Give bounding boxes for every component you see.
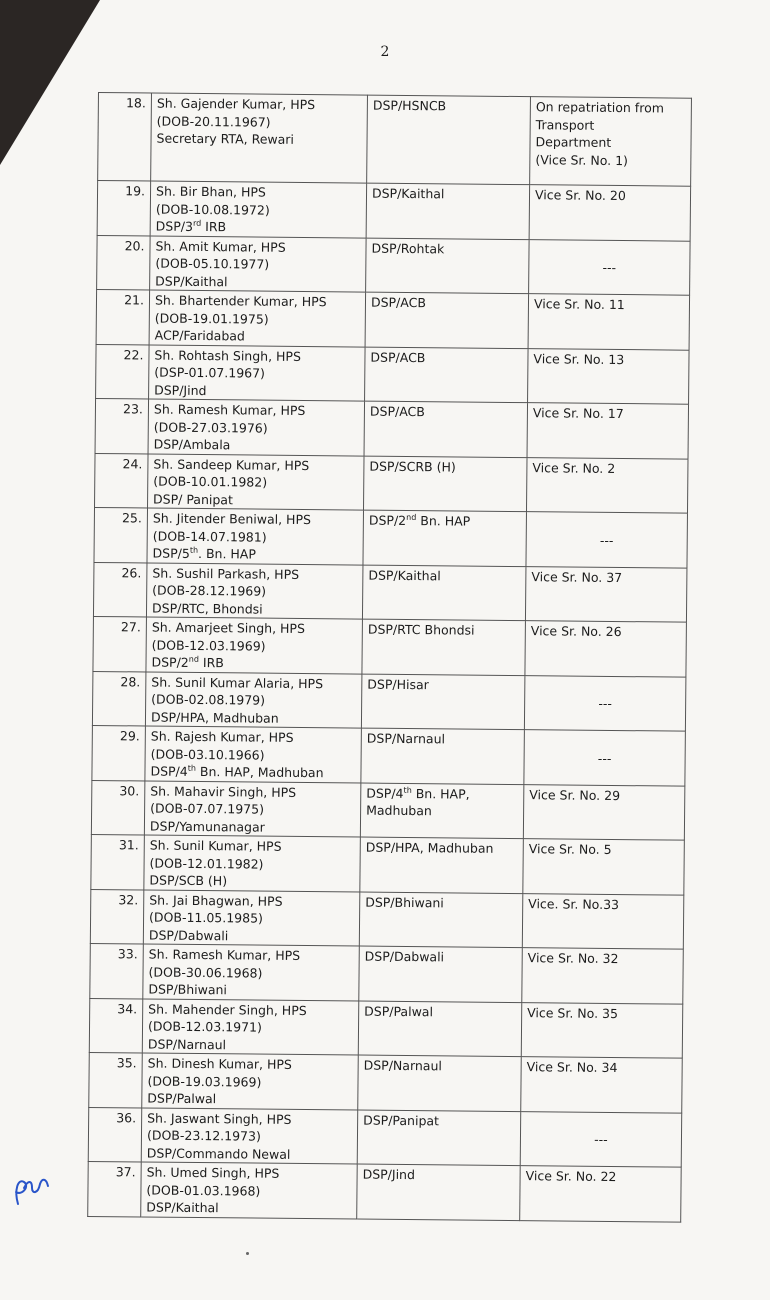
- cell-line: DSP/Narnaul: [366, 730, 446, 747]
- ordinal-suffix: nd: [188, 654, 200, 664]
- cell-line: DSP/HPA, Madhuban: [365, 839, 494, 856]
- cell-line: Sh. Umed Singh, HPS: [146, 1164, 280, 1181]
- cell-line: Vice Sr. No. 11: [533, 296, 625, 313]
- remarks: [521, 1002, 683, 1058]
- remarks: [522, 948, 684, 1004]
- cell-line: (DOB-11.05.1985): [149, 909, 264, 926]
- new-posting: [358, 1001, 522, 1057]
- officer-details: [149, 290, 366, 347]
- cell-line: (DOB-07.07.1975): [150, 800, 265, 817]
- cell-line: Secretary RTA, Rewari: [156, 130, 295, 147]
- table-row: [97, 235, 690, 295]
- remarks: [520, 1111, 682, 1167]
- page-number: 2: [380, 44, 390, 60]
- serial-number: 19.: [97, 181, 151, 236]
- cell-line: (DOB-19.01.1975): [154, 310, 269, 327]
- serial-number: 22.: [96, 344, 150, 399]
- remarks: [529, 239, 691, 295]
- cell-line: Sh. Rohtash Singh, HPS: [154, 347, 302, 364]
- new-posting: [357, 1164, 521, 1220]
- table-row: [88, 1161, 681, 1221]
- new-posting: [359, 892, 523, 948]
- new-posting: [362, 619, 526, 675]
- new-posting: [366, 238, 530, 294]
- officer-details: [141, 1162, 358, 1219]
- officer-details: [143, 944, 360, 1001]
- new-posting: [361, 728, 525, 784]
- cell-line: DSP/Dabwali: [148, 927, 229, 943]
- cell-line: On repatriation from: [535, 99, 665, 116]
- cell-line: DSP/Narnaul: [363, 1057, 442, 1074]
- officer-details: [148, 453, 365, 510]
- cell-line: ---: [598, 695, 612, 711]
- officer-details: [149, 345, 366, 402]
- cell-line: Vice Sr. No. 34: [526, 1059, 618, 1076]
- remarks: [529, 185, 691, 241]
- cell-line: (DOB-30.06.1968): [148, 964, 263, 981]
- cell-line: DSP/Palwal: [364, 1003, 434, 1019]
- cell-line: DSP/4th Bn. HAP,: [366, 785, 470, 802]
- cell-line: Vice Sr. No. 22: [525, 1168, 617, 1185]
- cell-line: Sh. Bir Bhan, HPS: [155, 183, 266, 200]
- table-row: [95, 453, 688, 513]
- handwritten-initial: [4, 1168, 54, 1208]
- serial-number: 34.: [89, 998, 143, 1053]
- serial-number: 26.: [93, 562, 147, 617]
- cell-line: Vice Sr. No. 2: [532, 459, 616, 476]
- ordinal-suffix: th: [403, 785, 412, 795]
- table-row: [90, 889, 683, 949]
- cell-line: Sh. Jaswant Singh, HPS: [147, 1110, 292, 1127]
- cell-line: DSP/3rd IRB: [155, 218, 227, 235]
- cell-line: ---: [597, 750, 612, 766]
- cell-line: Sh. Jitender Beniwal, HPS: [152, 510, 312, 528]
- cell-line: (DOB-23.12.1973): [146, 1127, 261, 1144]
- cell-line: (DOB-20.11.1967): [156, 113, 271, 130]
- cell-line: DSP/HSNCB: [372, 97, 447, 114]
- cell-line: DSP/Kaithal: [371, 185, 445, 202]
- officer-details: [144, 835, 361, 892]
- cell-line: Sh. Mahender Singh, HPS: [148, 1001, 307, 1018]
- officer-details: [143, 889, 360, 946]
- cell-line: Vice Sr. No. 5: [528, 841, 612, 857]
- cell-line: DSP/Hisar: [367, 676, 429, 692]
- table-row: [95, 398, 688, 458]
- new-posting: [366, 183, 530, 239]
- table-row: [93, 616, 686, 676]
- cell-line: DSP/Commando Newal: [146, 1145, 291, 1162]
- cell-line: (DOB-19.03.1969): [147, 1073, 262, 1090]
- remarks: [526, 512, 688, 568]
- new-posting: [365, 292, 529, 348]
- cell-line: Vice Sr. No. 35: [527, 1004, 619, 1021]
- cell-line: Sh. Rajesh Kumar, HPS: [150, 728, 294, 745]
- cell-line: DSP/Kaithal: [155, 273, 228, 289]
- cell-line: Transport: [535, 116, 595, 133]
- cell-line: (DOB-02.08.1979): [151, 691, 266, 708]
- serial-number: 21.: [96, 289, 150, 344]
- cell-line: DSP/Dabwali: [364, 948, 445, 965]
- table-row: [96, 344, 689, 404]
- new-posting: [361, 674, 525, 730]
- serial-number: 23.: [95, 398, 149, 453]
- serial-number: 29.: [92, 725, 146, 780]
- serial-number: 31.: [91, 834, 145, 889]
- new-posting: [360, 837, 524, 893]
- new-posting: [360, 783, 524, 839]
- remarks: [526, 457, 688, 513]
- remarks: [520, 1166, 682, 1222]
- serial-number: 33.: [90, 943, 144, 998]
- cell-line: DSP/Kaithal: [368, 567, 441, 583]
- remarks: [527, 403, 689, 459]
- cell-line: ACP/Faridabad: [154, 327, 245, 344]
- cell-line: (DOB-01.03.1968): [146, 1182, 261, 1199]
- remarks: [523, 839, 685, 895]
- cell-line: DSP/Palwal: [147, 1090, 217, 1107]
- cell-line: (DOB-12.03.1969): [151, 637, 266, 654]
- serial-number: 25.: [94, 507, 148, 562]
- serial-number: 20.: [97, 235, 151, 290]
- officer-details: [142, 1053, 359, 1110]
- cell-line: Sh. Sandeep Kumar, HPS: [153, 456, 310, 473]
- cell-line: Sh. Mahavir Singh, HPS: [150, 783, 297, 800]
- officer-details: [145, 671, 362, 728]
- cell-line: Sh. Amarjeet Singh, HPS: [151, 619, 306, 637]
- cell-line: (DOB-14.07.1981): [152, 528, 267, 545]
- cell-line: (DOB-05.10.1977): [155, 255, 270, 272]
- new-posting: [363, 510, 527, 566]
- cell-line: (DOB-03.10.1966): [150, 746, 265, 763]
- cell-line: DSP/2nd IRB: [151, 654, 224, 671]
- officer-details: [141, 1107, 358, 1164]
- cell-line: Vice Sr. No. 29: [529, 786, 621, 803]
- posting-table: [87, 92, 692, 1222]
- cell-line: Vice. Sr. No.33: [528, 895, 620, 912]
- cell-line: Sh. Sushil Parkash, HPS: [152, 565, 300, 582]
- table-row: [98, 93, 692, 187]
- cell-line: DSP/4th Bn. HAP, Madhuban: [150, 763, 324, 781]
- officer-details: [146, 562, 363, 619]
- cell-line: Vice Sr. No. 20: [534, 187, 626, 204]
- cell-line: DSP/2nd Bn. HAP: [368, 512, 471, 529]
- table-row: [96, 289, 689, 349]
- cell-line: Sh. Ramesh Kumar, HPS: [153, 401, 306, 419]
- new-posting: [358, 1055, 522, 1111]
- new-posting: [363, 456, 527, 512]
- cell-line: (DOB-28.12.1969): [152, 582, 267, 599]
- ordinal-suffix: nd: [406, 512, 417, 522]
- officer-details: [142, 998, 359, 1055]
- serial-number: 37.: [88, 1161, 142, 1216]
- remarks: [528, 294, 690, 350]
- serial-number: 32.: [90, 889, 144, 944]
- cell-line: Sh. Ramesh Kumar, HPS: [148, 946, 301, 963]
- cell-line: DSP/ Panipat: [153, 491, 233, 507]
- table-row: [88, 1107, 681, 1167]
- table-row: [93, 562, 686, 622]
- officer-details: [150, 236, 367, 293]
- cell-line: DSP/ACB: [370, 294, 427, 311]
- serial-number: 35.: [89, 1052, 143, 1107]
- officer-details: [144, 780, 361, 837]
- cell-line: (DSP-01.07.1967): [154, 364, 266, 381]
- cell-line: (Vice Sr. No. 1): [535, 151, 629, 168]
- table-row: [97, 181, 690, 241]
- new-posting: [362, 565, 526, 621]
- table-row: [91, 780, 684, 840]
- serial-number: 30.: [91, 780, 145, 835]
- serial-number: 36.: [88, 1107, 142, 1162]
- cell-line: Sh. Sunil Kumar Alaria, HPS: [151, 674, 324, 691]
- remarks: [524, 675, 686, 731]
- serial-number: 28.: [92, 671, 146, 726]
- table-row: [89, 998, 682, 1058]
- new-posting: [365, 347, 529, 403]
- remarks: [525, 566, 687, 622]
- cell-line: Sh. Sunil Kumar, HPS: [149, 837, 282, 854]
- new-posting: [367, 95, 531, 185]
- table-row: [92, 671, 685, 731]
- new-posting: [357, 1110, 521, 1166]
- cell-line: DSP/Bhiwani: [148, 981, 228, 998]
- table-row: [89, 1052, 682, 1112]
- cell-line: DSP/Narnaul: [147, 1036, 227, 1052]
- serial-number: 18.: [98, 93, 152, 182]
- new-posting: [359, 946, 523, 1002]
- cell-line: Sh. Jai Bhagwan, HPS: [149, 892, 283, 909]
- cell-line: Vice Sr. No. 32: [527, 950, 619, 967]
- cell-line: DSP/HPA, Madhuban: [150, 709, 279, 726]
- cell-line: Vice Sr. No. 13: [533, 350, 625, 367]
- table-row: [91, 834, 684, 894]
- cell-line: Madhuban: [366, 802, 432, 819]
- cell-line: Department: [535, 134, 612, 150]
- cell-line: (DOB-12.03.1971): [147, 1018, 262, 1035]
- cell-line: DSP/Rohtak: [371, 240, 445, 256]
- cell-line: (DOB-10.01.1982): [153, 473, 268, 490]
- cell-line: Sh. Gajender Kumar, HPS: [156, 95, 316, 113]
- table-row: [94, 507, 687, 567]
- officer-details: [151, 93, 368, 183]
- officer-details: [145, 726, 362, 783]
- cell-line: DSP/SCB (H): [149, 872, 228, 889]
- table-row: [90, 943, 683, 1003]
- scan-speck: [246, 1252, 249, 1255]
- new-posting: [364, 401, 528, 457]
- cell-line: DSP/ACB: [370, 349, 426, 365]
- cell-line: Sh. Dinesh Kumar, HPS: [147, 1055, 292, 1072]
- cell-line: (DOB-12.01.1982): [149, 855, 264, 872]
- scan-dark-corner: [0, 0, 100, 165]
- officer-details: [148, 399, 365, 456]
- remarks: [530, 97, 692, 187]
- cell-line: DSP/RTC, Bhondsi: [151, 600, 263, 617]
- ordinal-suffix: rd: [192, 218, 202, 228]
- cell-line: Vice Sr. No. 37: [531, 568, 623, 585]
- cell-line: Sh. Bhartender Kumar, HPS: [154, 292, 327, 310]
- remarks: [525, 621, 687, 677]
- cell-line: DSP/Jind: [154, 382, 207, 398]
- serial-number: 27.: [93, 616, 147, 671]
- cell-line: DSP/RTC Bhondsi: [367, 621, 475, 638]
- remarks: [522, 893, 684, 949]
- cell-line: DSP/Jind: [362, 1166, 416, 1183]
- table-body: [88, 93, 692, 1222]
- cell-line: DSP/Panipat: [363, 1112, 440, 1128]
- remarks: [524, 730, 686, 786]
- cell-line: Vice Sr. No. 17: [532, 405, 624, 422]
- ordinal-suffix: th: [189, 545, 199, 555]
- cell-line: DSP/ACB: [369, 403, 425, 420]
- cell-line: DSP/5th. Bn. HAP: [152, 545, 257, 562]
- cell-line: ---: [594, 1131, 608, 1147]
- cell-line: DSP/Yamunanagar: [149, 818, 265, 835]
- officer-details: [146, 617, 363, 674]
- cell-line: DSP/SCRB (H): [369, 458, 456, 474]
- remarks: [523, 784, 685, 840]
- cell-line: Sh. Amit Kumar, HPS: [155, 238, 286, 255]
- remarks: [521, 1057, 683, 1113]
- table-row: [92, 725, 685, 785]
- cell-line: Vice Sr. No. 26: [530, 623, 622, 640]
- cell-line: DSP/Kaithal: [146, 1199, 219, 1216]
- cell-line: DSP/Ambala: [153, 436, 231, 453]
- cell-line: (DOB-27.03.1976): [153, 419, 268, 436]
- cell-line: ---: [602, 259, 617, 275]
- cell-line: (DOB-10.08.1972): [155, 201, 270, 218]
- remarks: [528, 348, 690, 404]
- officer-details: [147, 508, 364, 565]
- cell-line: ---: [599, 532, 614, 548]
- officer-details: [150, 181, 367, 238]
- ordinal-suffix: th: [187, 763, 197, 773]
- cell-line: DSP/Bhiwani: [365, 894, 444, 910]
- serial-number: 24.: [95, 453, 149, 508]
